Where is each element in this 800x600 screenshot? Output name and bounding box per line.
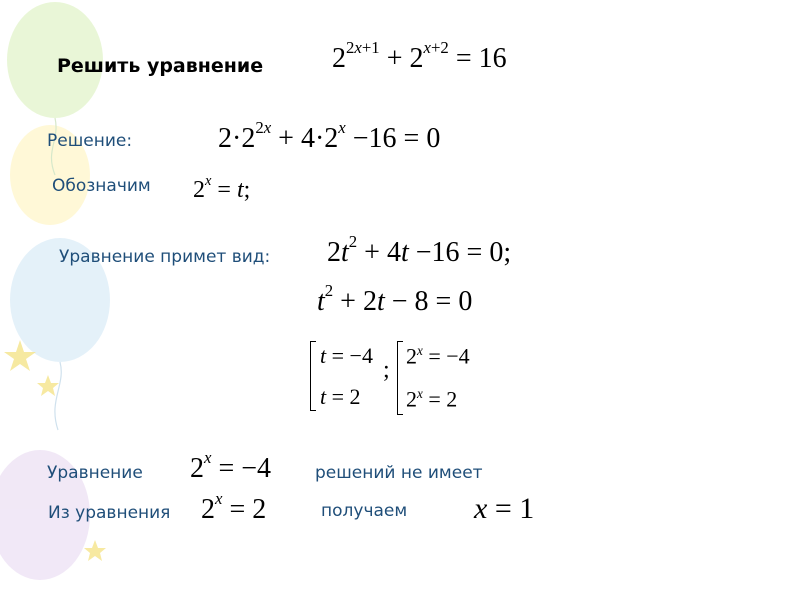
slide: Решить уравнение $2^{2x+1} + 2^{x+2} = 16$ Решение: $2\cdot 2^{2x} + 4\cdot 2^x -16 = 0$ Обозначим $2^x = t$; Уравнение примет вид: $2t^2 + 4t -16 = 0$; $t^2 + 2t - 8 = 0$ t = −4 t = 2 ; $2^x = -4$ $2^x = 2$ Уравнение $2^x = -4$ решений не имеет Из уравнения $2^x = 2$ получаем x = 1 [0,0,800,600]
star-shape [37,375,59,396]
equation-main: $2^{2x+1} + 2^{x+2} = 16$ [332,38,507,74]
star-shape [84,540,106,561]
simplified-quadratic: $t^2 + 2t - 8 = 0$ [317,281,473,317]
from-equation-label: Из уравнения [48,503,171,523]
system-bracket-right [397,341,398,415]
equation-label: Уравнение [47,463,143,483]
separator-semicolon: ; [383,357,390,383]
solution-label: Решение: [47,131,133,151]
quadratic-equation: $2t^2 + 4t -16 = 0$; [327,232,512,268]
equation-step-1: $2\cdot 2^{2x} + 4\cdot 2^x -16 = 0$ [218,118,441,154]
final-answer: x = 1 [474,492,535,525]
obtain-label: получаем [321,501,408,521]
equation-positive: $2^x = 2$ [201,489,267,525]
system-bracket-left [310,341,311,411]
denote-label: Обозначим [52,176,151,196]
no-solutions-label: решений не имеет [315,463,483,483]
equation-becomes-label: Уравнение примет вид: [59,247,271,267]
substitution: $2^x = t$; [193,173,251,203]
task-label: Решить уравнение [57,55,264,77]
equation-negative: $2^x = -4$ [190,448,272,484]
